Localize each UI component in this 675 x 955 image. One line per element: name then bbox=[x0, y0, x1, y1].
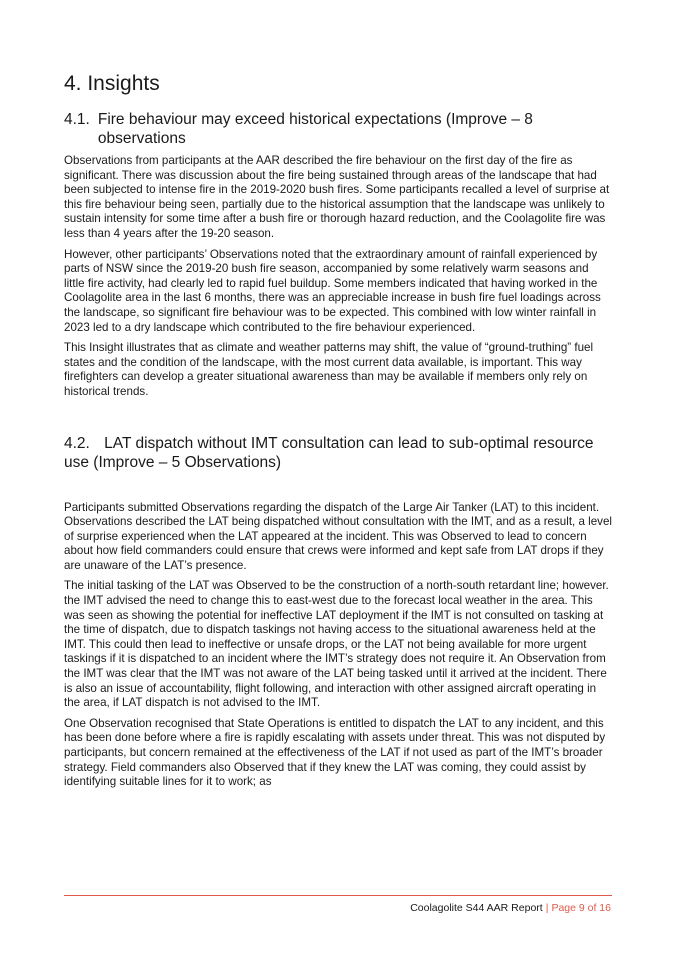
insight-1-title: Fire behaviour may exceed historical expectations (Improve – 8 observations bbox=[97, 111, 533, 147]
footer-separator: | bbox=[545, 902, 549, 914]
insight-1-paragraph-1: Observations from participants at the AAR described the fire behaviour on the first day of the fire as significant. There was discussion about the fire being sustained through areas of the landscape that had been subjected to intense fire in the 2019-2020 bush fires. Some participants recalled a level of surprise at this fire behaviour being seen, partially due to the historical assumption that the landscape was unlikely to sustain intensity for some time after a bush fire or thorough hazard reduction, and the Coolagolite fire was less than 4 years after the 19-20 season. bbox=[64, 154, 610, 240]
page-footer bbox=[410, 902, 611, 914]
insight-1-number: 4.1. bbox=[64, 111, 90, 128]
insight-2-number: 4.2. bbox=[64, 434, 90, 452]
footer-page-number: Page 9 of 16 bbox=[551, 902, 611, 914]
insight-2-paragraph-1: Participants submitted Observations regarding the dispatch of the Large Air Tanker (LAT) to this incident. Observations described the LAT being dispatched without consultation with the IMT, and as a result, a level of surprise experienced when the LAT appeared at the incident. This was Observed to lead to concern about how field commanders could ensure that crews were informed and kept safe from LAT drops if they are unaware of the LAT’s presence. bbox=[64, 500, 613, 572]
document-page bbox=[64, 70, 612, 796]
insight-2-paragraph-3: One Observation recognised that State Operations is entitled to dispatch the LAT to any incident, and this has been done before where a fire is rapidly escalating with assets under threat. This was not disputed by participants, but concern remained at the effectiveness of the LAT if not used as part of the IMT’s broader strategy. Field commanders also Observed that if they knew the LAT was coming, they could assist by identifying suitable lines for it to work; as bbox=[64, 716, 606, 789]
insight-1-paragraph-2: However, other participants’ Observations noted that the extraordinary amount of rainfall experienced by parts of NSW since the 2019-20 bush fire season, accompanied by some relatively warm seasons and little fire activity, had clearly led to rapid fuel buildup. Some members indicated that having worked in the Coolagolite area in the last 6 months, there was an appreciable increase in bush fire fuel loadings across the landscape, so significant fire behaviour was to be expected. This combined with low winter rainfall in 2023 led to a dry landscape which contributed to the fire behaviour experienced. bbox=[64, 247, 601, 334]
insight-2-paragraph-2: The initial tasking of the LAT was Observed to be the construction of a north-south retardant line; however. the IMT advised the need to change this to east-west due to the forecast local weather in the area. This was seen as showing the potential for ineffective LAT deployment if the IMT is not consulted on tasking at the time of dispatch, due to dispatch taskings not having access to the situational awareness held at the IMT. This could then lead to ineffective or unsafe drops, or the LAT not being available for more urgent taskings if it is dispatched to an incident where the IMT’s strategy does not require it. An Observation from the IMT was clear that the IMT was not aware of the LAT being tasked until it arrived at the incident. There is also an issue of accountability, flight following, and interaction with other assigned aircraft operating in the area, if LAT dispatch is not advised to the IMT. bbox=[64, 579, 609, 710]
footer-report-title: Coolagolite S44 AAR Report bbox=[410, 902, 543, 914]
insight-2-title: LAT dispatch without IMT consultation can lead to sub-optimal resource use (Improve – 5 Observations) bbox=[64, 434, 594, 471]
footer-divider bbox=[64, 895, 612, 896]
insight-1-paragraph-3: This Insight illustrates that as climate and weather patterns may shift, the value of “ground-truthing” fuel states and the condition of the landscape, with the most current data available, is important. This way firefighters can develop a greater situational awareness than may be available if members only rely on historical trends. bbox=[64, 341, 594, 398]
section-title: 4. Insights bbox=[64, 72, 160, 95]
insight-1-heading bbox=[64, 110, 612, 148]
insight-2-heading bbox=[64, 434, 612, 472]
